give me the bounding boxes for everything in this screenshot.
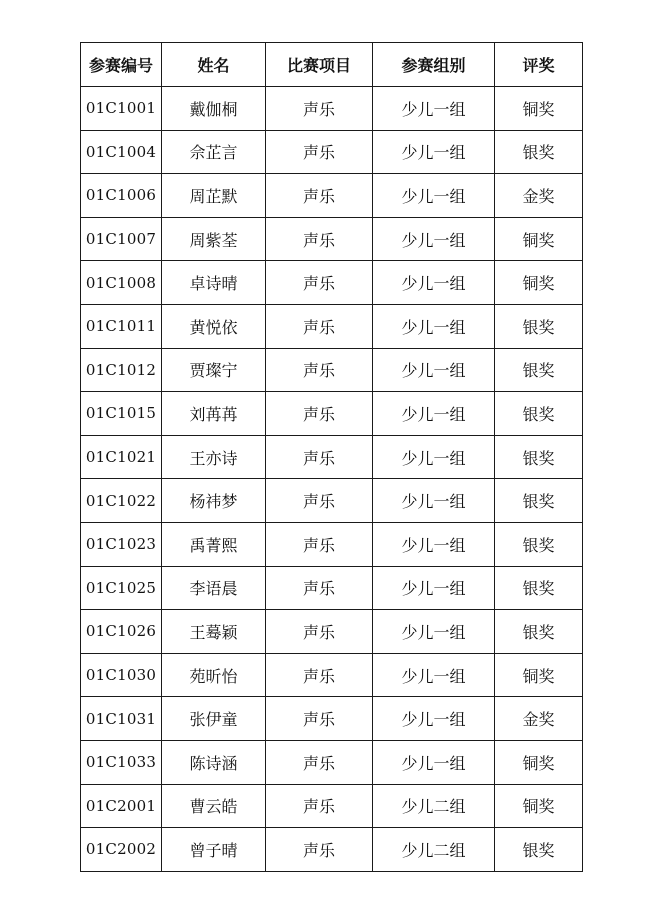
- group-cell: 少儿一组: [373, 435, 495, 479]
- event-cell: 声乐: [266, 130, 373, 174]
- name-cell: 曹云皓: [162, 784, 266, 828]
- award-cell: 铜奖: [495, 87, 583, 131]
- table-body: [81, 87, 583, 872]
- table-row: [81, 740, 583, 784]
- table-row: [81, 828, 583, 872]
- entry-number-cell: 01C2001: [81, 784, 162, 828]
- event-cell: 声乐: [266, 828, 373, 872]
- name-cell: 卓诗晴: [162, 261, 266, 305]
- event-cell: 声乐: [266, 653, 373, 697]
- event-cell: 声乐: [266, 392, 373, 436]
- entry-number-cell: 01C1021: [81, 435, 162, 479]
- header-row: [81, 43, 583, 87]
- entry-number-cell: 01C1008: [81, 261, 162, 305]
- event-cell: 声乐: [266, 610, 373, 654]
- group-cell: 少儿一组: [373, 130, 495, 174]
- table-row: [81, 610, 583, 654]
- entry-number-cell: 01C1004: [81, 130, 162, 174]
- entry-number-cell: 01C1033: [81, 740, 162, 784]
- table-header: [81, 43, 583, 87]
- header-award: 评奖: [495, 43, 583, 87]
- header-entry-number: 参赛编号: [81, 43, 162, 87]
- table-row: [81, 217, 583, 261]
- group-cell: 少儿一组: [373, 740, 495, 784]
- award-cell: 银奖: [495, 392, 583, 436]
- entry-number-cell: 01C2002: [81, 828, 162, 872]
- table-row: [81, 261, 583, 305]
- entry-number-cell: 01C1015: [81, 392, 162, 436]
- group-cell: 少儿一组: [373, 522, 495, 566]
- event-cell: 声乐: [266, 566, 373, 610]
- header-name: 姓名: [162, 43, 266, 87]
- table-row: [81, 348, 583, 392]
- event-cell: 声乐: [266, 174, 373, 218]
- table-row: [81, 435, 583, 479]
- event-cell: 声乐: [266, 348, 373, 392]
- event-cell: 声乐: [266, 479, 373, 523]
- results-table: [80, 42, 583, 872]
- group-cell: 少儿二组: [373, 784, 495, 828]
- group-cell: 少儿一组: [373, 610, 495, 654]
- event-cell: 声乐: [266, 87, 373, 131]
- group-cell: 少儿一组: [373, 174, 495, 218]
- name-cell: 佘芷言: [162, 130, 266, 174]
- table-row: [81, 392, 583, 436]
- name-cell: 周芷默: [162, 174, 266, 218]
- name-cell: 陈诗涵: [162, 740, 266, 784]
- table-row: [81, 653, 583, 697]
- table-row: [81, 784, 583, 828]
- header-group: 参赛组别: [373, 43, 495, 87]
- table-row: [81, 522, 583, 566]
- name-cell: 贾璨宁: [162, 348, 266, 392]
- award-cell: 银奖: [495, 828, 583, 872]
- name-cell: 周紫荃: [162, 217, 266, 261]
- name-cell: 苑昕怡: [162, 653, 266, 697]
- award-cell: 银奖: [495, 610, 583, 654]
- award-cell: 铜奖: [495, 261, 583, 305]
- name-cell: 杨祎梦: [162, 479, 266, 523]
- entry-number-cell: 01C1026: [81, 610, 162, 654]
- award-cell: 银奖: [495, 130, 583, 174]
- table-row: [81, 697, 583, 741]
- event-cell: 声乐: [266, 784, 373, 828]
- award-cell: 银奖: [495, 435, 583, 479]
- group-cell: 少儿一组: [373, 348, 495, 392]
- group-cell: 少儿一组: [373, 566, 495, 610]
- table-row: [81, 174, 583, 218]
- group-cell: 少儿一组: [373, 261, 495, 305]
- group-cell: 少儿二组: [373, 828, 495, 872]
- award-cell: 银奖: [495, 566, 583, 610]
- name-cell: 曾子晴: [162, 828, 266, 872]
- group-cell: 少儿一组: [373, 304, 495, 348]
- header-event: 比赛项目: [266, 43, 373, 87]
- entry-number-cell: 01C1012: [81, 348, 162, 392]
- event-cell: 声乐: [266, 697, 373, 741]
- entry-number-cell: 01C1023: [81, 522, 162, 566]
- entry-number-cell: 01C1007: [81, 217, 162, 261]
- award-cell: 铜奖: [495, 217, 583, 261]
- award-cell: 银奖: [495, 348, 583, 392]
- name-cell: 刘苒苒: [162, 392, 266, 436]
- award-cell: 金奖: [495, 174, 583, 218]
- award-cell: 铜奖: [495, 784, 583, 828]
- name-cell: 张伊童: [162, 697, 266, 741]
- name-cell: 李语晨: [162, 566, 266, 610]
- group-cell: 少儿一组: [373, 653, 495, 697]
- award-cell: 铜奖: [495, 740, 583, 784]
- group-cell: 少儿一组: [373, 217, 495, 261]
- table-row: [81, 304, 583, 348]
- table-row: [81, 130, 583, 174]
- entry-number-cell: 01C1022: [81, 479, 162, 523]
- event-cell: 声乐: [266, 522, 373, 566]
- name-cell: 黄悦依: [162, 304, 266, 348]
- table-row: [81, 566, 583, 610]
- event-cell: 声乐: [266, 217, 373, 261]
- entry-number-cell: 01C1006: [81, 174, 162, 218]
- event-cell: 声乐: [266, 740, 373, 784]
- event-cell: 声乐: [266, 435, 373, 479]
- name-cell: 王亦诗: [162, 435, 266, 479]
- entry-number-cell: 01C1031: [81, 697, 162, 741]
- award-cell: 银奖: [495, 304, 583, 348]
- group-cell: 少儿一组: [373, 87, 495, 131]
- award-cell: 银奖: [495, 522, 583, 566]
- award-cell: 金奖: [495, 697, 583, 741]
- entry-number-cell: 01C1001: [81, 87, 162, 131]
- entry-number-cell: 01C1025: [81, 566, 162, 610]
- event-cell: 声乐: [266, 304, 373, 348]
- name-cell: 戴伽桐: [162, 87, 266, 131]
- group-cell: 少儿一组: [373, 697, 495, 741]
- table-row: [81, 479, 583, 523]
- entry-number-cell: 01C1030: [81, 653, 162, 697]
- award-cell: 铜奖: [495, 653, 583, 697]
- award-cell: 银奖: [495, 479, 583, 523]
- group-cell: 少儿一组: [373, 479, 495, 523]
- name-cell: 王蓦颖: [162, 610, 266, 654]
- group-cell: 少儿一组: [373, 392, 495, 436]
- name-cell: 禹菁熙: [162, 522, 266, 566]
- event-cell: 声乐: [266, 261, 373, 305]
- table-row: [81, 87, 583, 131]
- entry-number-cell: 01C1011: [81, 304, 162, 348]
